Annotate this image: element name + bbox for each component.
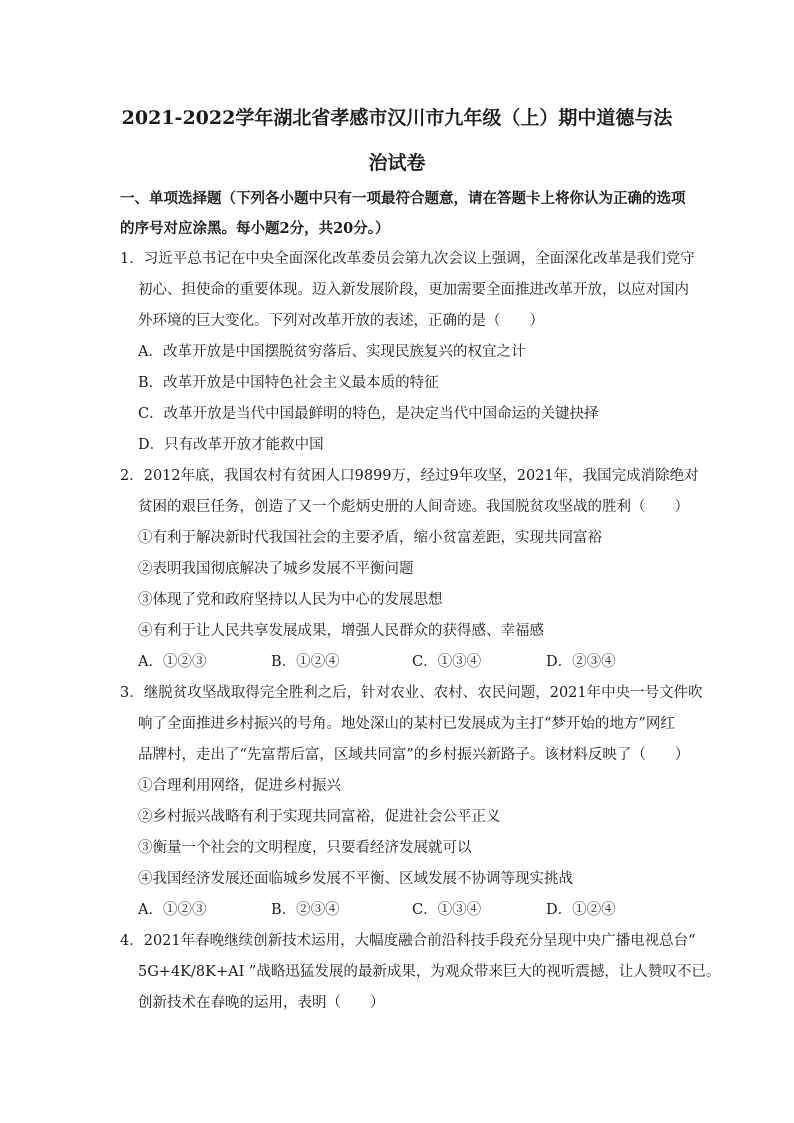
question-3-stem-line-3: 品牌村，走出了“先富帮后富，区域共同富”的乡村振兴新路子。该材料反映了（ ） [138, 747, 690, 763]
question-2-item-4: ④有利于让人民共享发展成果，增强人民群众的获得感、幸福感 [138, 623, 544, 639]
question-1-option-c: C．改革开放是当代中国最鲜明的特色，是决定当代中国命运的关键抉择 [138, 406, 599, 422]
question-3-choice-d: D．①②④ [546, 902, 616, 918]
question-1-option-d: D．只有改革开放才能救中国 [138, 437, 324, 453]
question-1-stem-line-3: 外环境的巨大变化。下列对改革开放的表述，正确的是（ ） [138, 313, 544, 329]
question-4-stem-line-3: 创新技术在春晚的运用，表明（ ） [138, 995, 385, 1011]
question-3-stem-line-1: 3．继脱贫攻坚战取得完全胜利之后，针对农业、农村、农民问题，2021年中央一号文件吹 [120, 685, 703, 701]
section-heading-line-2: 的序号对应涂黑。每小题2分，共20分。） [120, 220, 390, 237]
question-3-choices [138, 901, 698, 919]
question-3-choice-a: A．①②③ [138, 902, 207, 918]
question-2-item-1: ①有利于解决新时代我国社会的主要矛盾，缩小贫富差距，实现共同富裕 [138, 530, 602, 546]
question-2-item-3: ③体现了党和政府坚持以人民为中心的发展思想 [138, 592, 443, 608]
page-title-line-1: 2021-2022学年湖北省孝感市汉川市九年级（上）期中道德与法 [121, 107, 673, 129]
question-2-choice-c: C．①③④ [412, 654, 482, 670]
question-2-choices [138, 653, 698, 671]
question-2-choice-d: D．②③④ [546, 654, 616, 670]
question-3-item-3: ③衡量一个社会的文明程度，只要看经济发展就可以 [138, 840, 472, 856]
question-1-option-b: B．改革开放是中国特色社会主义最本质的特征 [138, 375, 439, 391]
question-4-stem-line-2: 5G+4K/8K+AI ”战略迅猛发展的最新成果，为观众带来巨大的视听震撼，让人赞叹不已。 [138, 964, 721, 980]
question-3-item-4: ④我国经济发展还面临城乡发展不平衡、区域发展不协调等现实挑战 [138, 871, 573, 887]
question-1-option-a: A．改革开放是中国摆脱贫穷落后、实现民族复兴的权宜之计 [138, 344, 526, 360]
question-3-choice-c: C．①③④ [412, 902, 482, 918]
question-2-item-2: ②表明我国彻底解决了城乡发展不平衡问题 [138, 561, 414, 577]
question-3-item-2: ②乡村振兴战略有利于实现共同富裕，促进社会公平正义 [138, 809, 501, 825]
question-2-choice-a: A．①②③ [138, 654, 207, 670]
section-heading-line-1: 一、单项选择题（下列各小题中只有一项最符合题意，请在答题卡上将你认为正确的选项 [120, 190, 686, 207]
question-1-stem-line-2: 初心、担使命的重要体现。迈入新发展阶段，更加需要全面推进改革开放，以应对国内 [138, 282, 689, 298]
question-1-stem-line-1: 1．习近平总书记在中央全面深化改革委员会第九次会议上强调，全面深化改革是我们党守 [120, 251, 695, 267]
page-title-line-2: 治试卷 [368, 152, 426, 174]
question-3-stem-line-2: 响了全面推进乡村振兴的号角。地处深山的某村已发展成为主打“梦开始的地方”网红 [138, 716, 675, 732]
question-4-stem-line-1: 4．2021年春晚继续创新技术运用，大幅度融合前沿科技手段充分呈现中央广播电视总台“ [120, 933, 696, 949]
question-2-stem-line-1: 2．2012年底，我国农村有贫困人口9899万，经过9年攻坚，2021年，我国完成消除绝对 [120, 468, 699, 484]
question-3-choice-b: B．②③④ [271, 902, 340, 918]
question-2-choice-b: B．①②④ [271, 654, 340, 670]
question-3-item-1: ①合理利用网络，促进乡村振兴 [138, 778, 341, 794]
question-2-stem-line-2: 贫困的艰巨任务，创造了又一个彪炳史册的人间奇迹。我国脱贫攻坚战的胜利（ ） [138, 499, 689, 515]
